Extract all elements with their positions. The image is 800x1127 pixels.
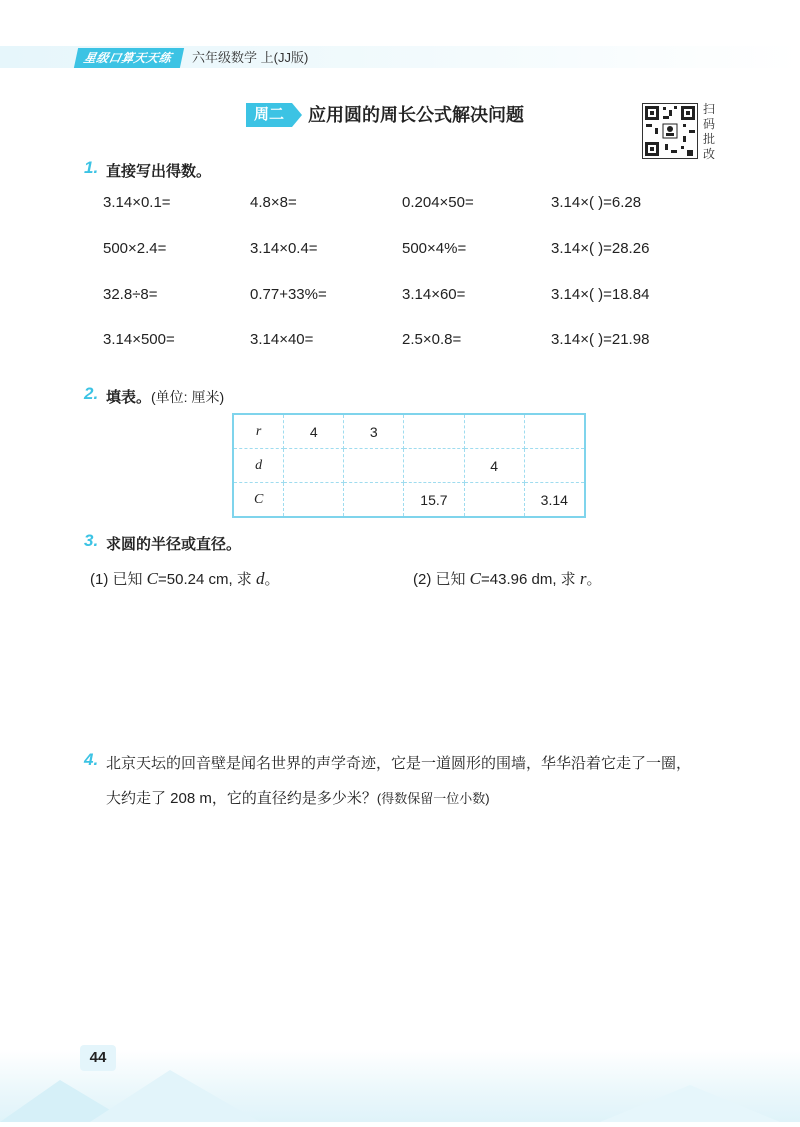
calc-item: 3.14×( )=18.84 xyxy=(551,286,650,303)
qr-code-icon xyxy=(643,104,697,158)
table-row xyxy=(233,449,585,483)
table-cell[interactable] xyxy=(284,483,344,518)
table-row xyxy=(233,483,585,518)
qr-caption: 扫 码 批 改 xyxy=(702,102,715,161)
table-row xyxy=(233,414,585,449)
table-cell[interactable]: 15.7 xyxy=(404,483,464,518)
calc-item: 500×4%= xyxy=(402,240,467,257)
q1-title: 直接写出得数。 xyxy=(106,163,212,180)
page-number: 44 xyxy=(80,1045,116,1071)
q4-rounding-note: (得数保留一位小数) xyxy=(376,791,490,806)
row-label: C xyxy=(233,483,284,518)
table-cell[interactable]: 3 xyxy=(344,414,404,449)
q2-number: 2. xyxy=(84,384,99,403)
calc-item: 500×2.4= xyxy=(103,240,167,257)
q3-sub1: (1) 已知 C=50.24 cm, 求 d。 xyxy=(90,569,280,588)
table-cell[interactable] xyxy=(284,449,344,483)
footer-decoration xyxy=(0,1050,800,1122)
table-cell[interactable] xyxy=(464,483,524,518)
table-cell[interactable] xyxy=(524,414,585,449)
calc-item: 3.14×40= xyxy=(250,331,314,348)
calc-item: 32.8÷8= xyxy=(103,286,158,303)
q4-line-2: 大约走了 208 m，它的直径约是多少米？(得数保留一位小数) xyxy=(106,790,490,807)
table-cell[interactable] xyxy=(404,414,464,449)
q2-title: 填表。(单位: 厘米) xyxy=(106,389,225,406)
calc-item: 0.77+33%= xyxy=(250,286,327,303)
q4-line-1: 北京天坛的回音壁是闻名世界的声学奇迹，它是一道圆形的围墙，华华沿着它走了一圈， xyxy=(106,755,692,772)
table-cell[interactable] xyxy=(404,449,464,483)
fill-table xyxy=(232,413,586,518)
calc-item: 3.14×500= xyxy=(103,331,175,348)
qr-code[interactable] xyxy=(642,103,698,159)
calc-item: 3.14×60= xyxy=(402,286,466,303)
row-label: r xyxy=(233,414,284,449)
calc-item: 3.14×( )=21.98 xyxy=(551,331,650,348)
q3-number: 3. xyxy=(84,531,99,550)
table-cell[interactable]: 4 xyxy=(464,449,524,483)
page-title: 应用圆的周长公式解决问题 xyxy=(308,105,524,125)
mountain-decoration-icon xyxy=(0,1050,800,1122)
calc-item: 3.14×0.1= xyxy=(103,194,171,211)
q3-sub2: (2) 已知 C=43.96 dm, 求 r。 xyxy=(413,569,602,588)
row-label: d xyxy=(233,449,284,483)
table-cell[interactable] xyxy=(344,483,404,518)
week-tag: 周二 xyxy=(246,103,292,127)
table-cell[interactable] xyxy=(344,449,404,483)
table-cell[interactable]: 4 xyxy=(284,414,344,449)
calc-item: 2.5×0.8= xyxy=(402,331,462,348)
q4-number: 4. xyxy=(84,750,99,769)
table-cell[interactable]: 3.14 xyxy=(524,483,585,518)
calc-item: 3.14×( )=6.28 xyxy=(551,194,642,211)
q2-unit-note: (单位: 厘米) xyxy=(151,389,225,405)
calc-item: 3.14×0.4= xyxy=(250,240,318,257)
week-tag-arrow xyxy=(292,103,302,127)
calc-item: 0.204×50= xyxy=(402,194,474,211)
q1-number: 1. xyxy=(84,158,99,177)
brand-label: 星级口算天天练 xyxy=(74,48,184,68)
table-cell[interactable] xyxy=(464,414,524,449)
calc-item: 3.14×( )=28.26 xyxy=(551,240,650,257)
book-subtitle: 六年级数学 上(JJ版) xyxy=(192,50,309,65)
table-cell[interactable] xyxy=(524,449,585,483)
q3-title: 求圆的半径或直径。 xyxy=(106,536,242,553)
calc-item: 4.8×8= xyxy=(250,194,297,211)
